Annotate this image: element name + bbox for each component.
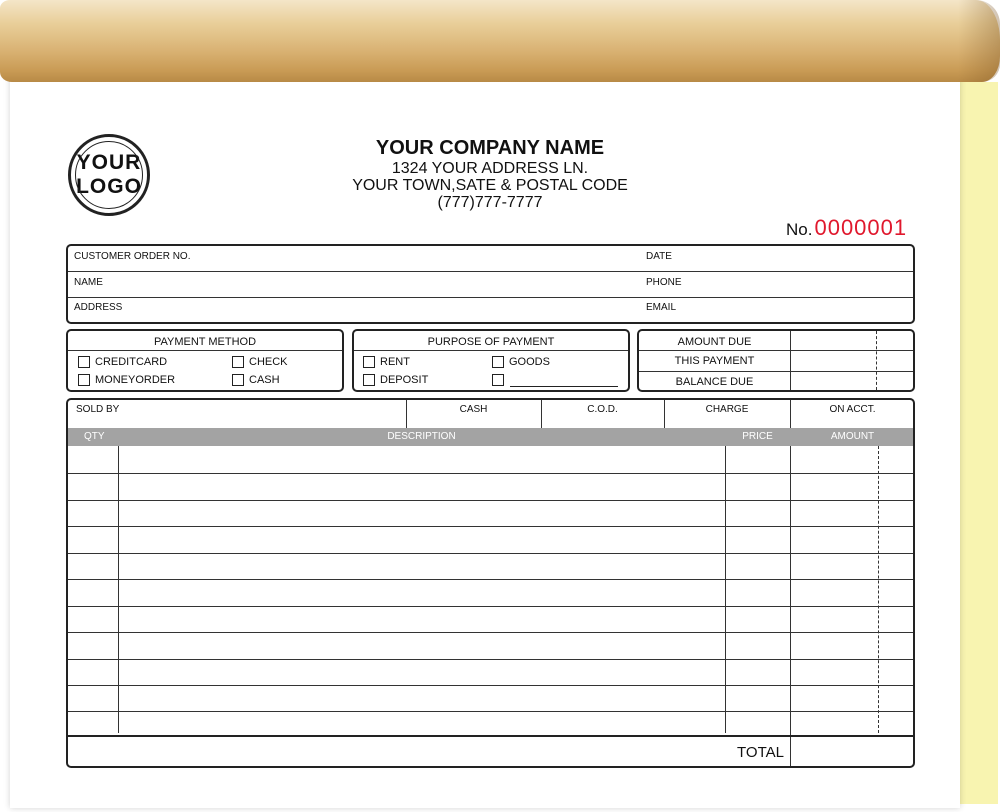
customer-order-no-field[interactable]: CUSTOMER ORDER NO. <box>74 251 191 262</box>
date-field[interactable]: DATE <box>646 251 672 262</box>
on-acct-field[interactable]: ON ACCT. <box>829 404 876 415</box>
divider <box>118 446 119 733</box>
goods-label: GOODS <box>509 356 550 368</box>
moneyorder-label: MONEYORDER <box>95 374 176 386</box>
order-number <box>786 215 907 241</box>
divider <box>354 350 628 351</box>
cash-label: CASH <box>249 374 280 386</box>
row-line <box>68 711 913 712</box>
other-purpose-checkbox[interactable] <box>492 374 504 386</box>
pad-binding-strip <box>0 0 1000 82</box>
phone-field[interactable]: PHONE <box>646 277 682 288</box>
order-number-label: No. <box>786 220 813 239</box>
payment-method-box <box>66 329 344 392</box>
check-label: CHECK <box>249 356 288 368</box>
divider <box>639 371 913 372</box>
row-line <box>68 473 913 474</box>
cents-divider <box>876 331 877 390</box>
cents-divider <box>878 446 879 733</box>
goods-checkbox[interactable] <box>492 356 504 368</box>
price-column-header: PRICE <box>742 431 773 442</box>
divider <box>790 331 791 390</box>
other-purpose-line[interactable] <box>510 386 618 387</box>
creditcard-checkbox[interactable] <box>78 356 90 368</box>
line-items-box <box>66 398 915 768</box>
total-amount-cell[interactable] <box>791 737 913 766</box>
rent-label: RENT <box>380 356 410 368</box>
company-address: 1324 YOUR ADDRESS LN. <box>391 160 589 177</box>
qty-column-header: QTY <box>84 431 105 442</box>
company-city: YOUR TOWN,SATE & POSTAL CODE <box>352 177 628 194</box>
divider <box>68 271 913 272</box>
charge-field[interactable]: CHARGE <box>705 404 749 415</box>
company-logo <box>68 134 150 216</box>
row-line <box>68 659 913 660</box>
deposit-label: DEPOSIT <box>380 374 429 386</box>
row-line <box>68 526 913 527</box>
row-line <box>68 579 913 580</box>
amounts-box <box>637 329 915 392</box>
address-field[interactable]: ADDRESS <box>74 302 123 313</box>
company-name: YOUR COMPANY NAME <box>375 137 605 159</box>
row-line <box>68 606 913 607</box>
total-label: TOTAL <box>737 744 784 761</box>
creditcard-label: CREDITCARD <box>95 356 168 368</box>
divider <box>68 350 342 351</box>
balance-due-label: BALANCE DUE <box>675 376 754 388</box>
moneyorder-checkbox[interactable] <box>78 374 90 386</box>
cash-checkbox[interactable] <box>232 374 244 386</box>
logo-text: YOUR LOGO <box>76 151 142 198</box>
check-checkbox[interactable] <box>232 356 244 368</box>
cod-field[interactable]: C.O.D. <box>587 404 618 415</box>
deposit-checkbox[interactable] <box>363 374 375 386</box>
amount-due-label: AMOUNT DUE <box>677 336 752 348</box>
company-phone: (777)777-7777 <box>437 194 543 211</box>
divider <box>639 350 913 351</box>
customer-info-box <box>66 244 915 324</box>
rent-checkbox[interactable] <box>363 356 375 368</box>
row-line <box>68 632 913 633</box>
row-line <box>68 553 913 554</box>
binding-shade <box>958 0 1000 82</box>
order-number-value: 0000001 <box>814 215 908 240</box>
row-line <box>68 685 913 686</box>
divider <box>725 446 726 733</box>
email-field[interactable]: EMAIL <box>646 302 677 313</box>
this-payment-label: THIS PAYMENT <box>674 355 755 367</box>
total-divider <box>68 735 913 737</box>
amount-column-header: AMOUNT <box>830 431 875 442</box>
row-line <box>68 500 913 501</box>
payment-method-title: PAYMENT METHOD <box>153 336 257 348</box>
description-column-header: DESCRIPTION <box>387 431 456 442</box>
table-header <box>68 428 913 446</box>
sold-by-field[interactable]: SOLD BY <box>76 404 120 415</box>
purpose-of-payment-box <box>352 329 630 392</box>
purpose-title: PURPOSE OF PAYMENT <box>427 336 555 348</box>
yellow-carbon-copy <box>958 82 998 804</box>
cash-field[interactable]: CASH <box>459 404 488 415</box>
divider <box>68 297 913 298</box>
name-field[interactable]: NAME <box>74 277 103 288</box>
